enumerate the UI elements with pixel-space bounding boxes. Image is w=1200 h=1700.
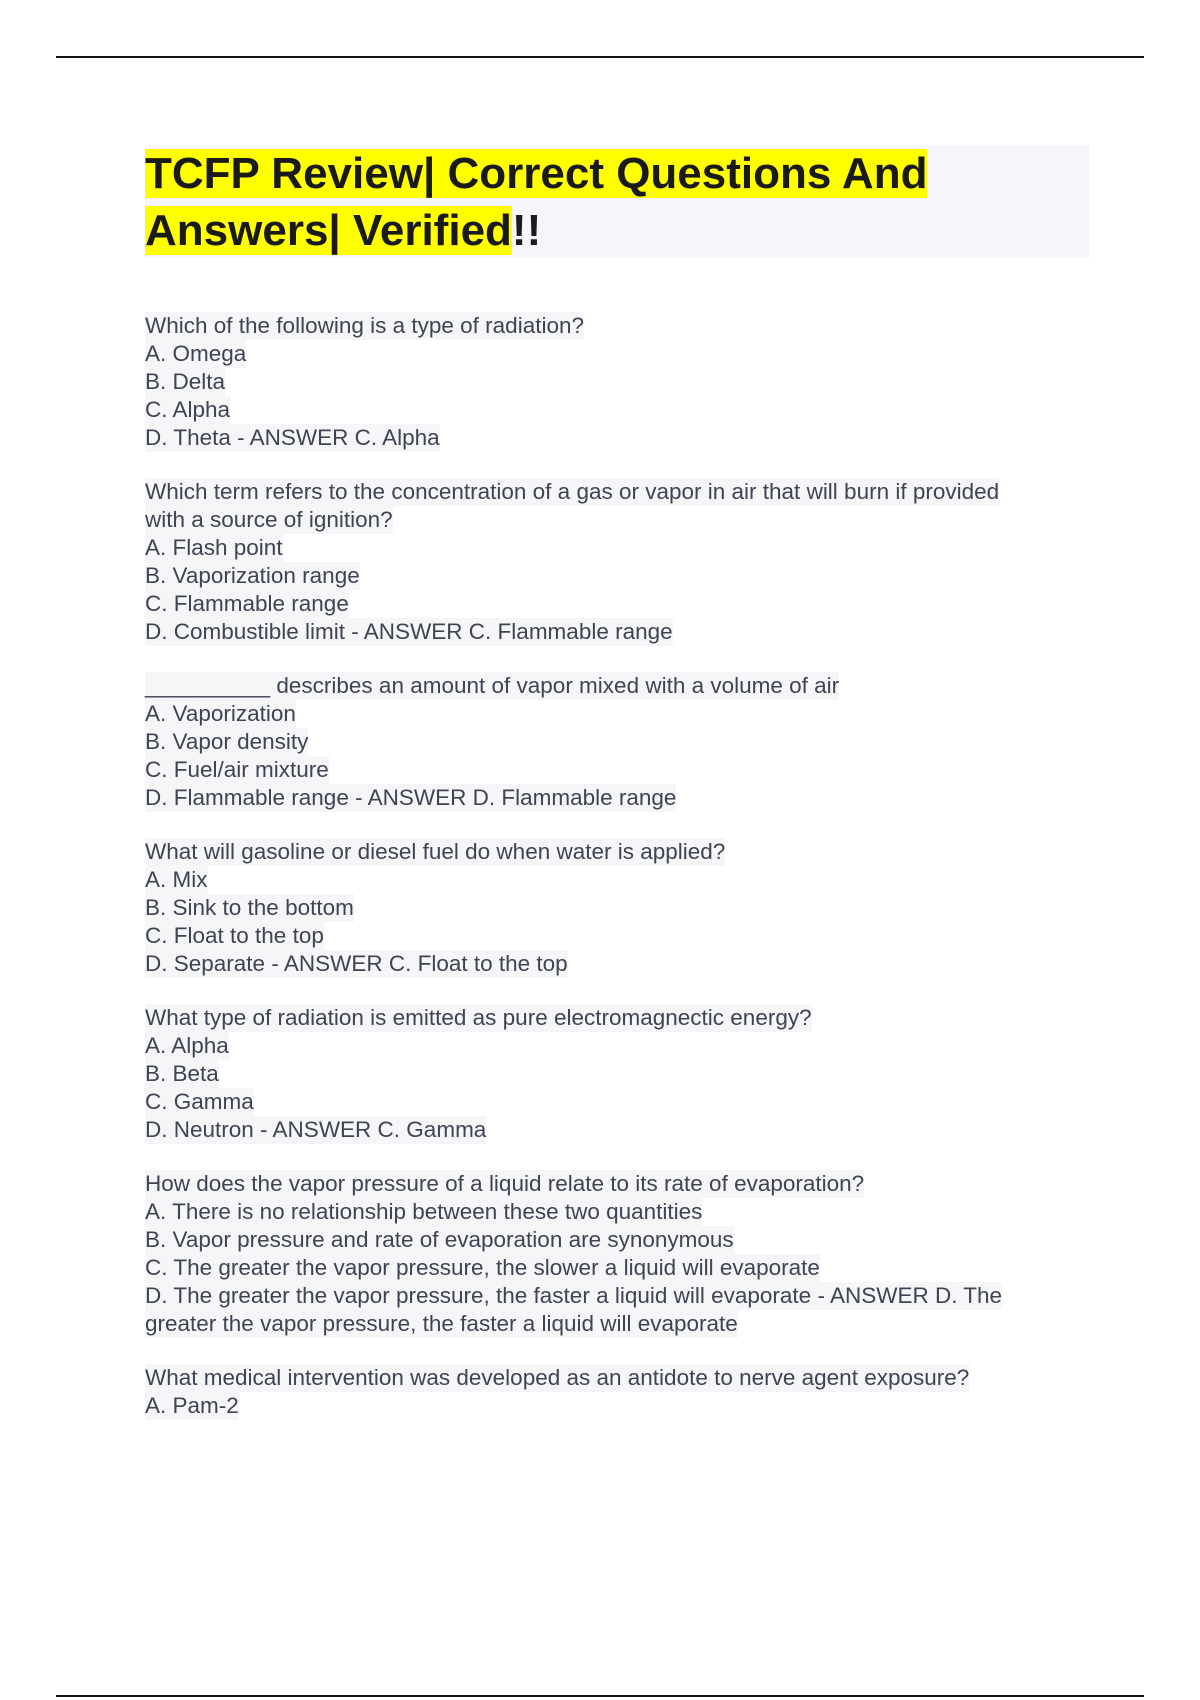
document-title	[145, 145, 1089, 259]
question-block	[145, 312, 1089, 452]
question-line: with a source of ignition?	[145, 507, 393, 532]
question-text: Which term refers to the concentration of a gas or vapor in air that will burn if provided	[145, 479, 1000, 504]
question-line: A. Vaporization	[145, 701, 296, 726]
question-line: D. Flammable range - ANSWER D. Flammable range	[145, 785, 677, 810]
title-block	[145, 145, 1089, 257]
bottom-rule	[56, 1695, 1144, 1697]
question-list	[145, 312, 1089, 1446]
question-block	[145, 838, 1089, 978]
question-line: A. Mix	[145, 867, 208, 892]
title-highlight: TCFP Review| Correct Questions And Answers| Verified	[145, 149, 928, 255]
question-line: A. Alpha	[145, 1033, 229, 1058]
question-block	[145, 1364, 1089, 1420]
question-line: B. Vaporization range	[145, 563, 360, 588]
question-text: What medical intervention was developed as an antidote to nerve agent exposure?	[145, 1365, 970, 1390]
question-line: D. Combustible limit - ANSWER C. Flammable range	[145, 619, 673, 644]
question-line: B. Beta	[145, 1061, 219, 1086]
question-line: A. Pam-2	[145, 1393, 239, 1418]
question-text: __________ describes an amount of vapor mixed with a volume of air	[145, 673, 840, 698]
question-line: C. Alpha	[145, 397, 231, 422]
question-line: C. Fuel/air mixture	[145, 757, 329, 782]
question-line: D. Separate - ANSWER C. Float to the top	[145, 951, 568, 976]
question-block	[145, 672, 1089, 812]
question-line: D. Theta - ANSWER C. Alpha	[145, 425, 440, 450]
question-line: A. Omega	[145, 341, 247, 366]
question-line: A. There is no relationship between these two quantities	[145, 1199, 703, 1224]
question-line: greater the vapor pressure, the faster a liquid will evaporate	[145, 1311, 738, 1336]
question-line: C. Float to the top	[145, 923, 324, 948]
top-rule	[56, 56, 1144, 58]
question-line: D. The greater the vapor pressure, the faster a liquid will evaporate - ANSWER D. The	[145, 1283, 1003, 1308]
question-text: What will gasoline or diesel fuel do when water is applied?	[145, 839, 726, 864]
question-line: A. Flash point	[145, 535, 283, 560]
question-line: D. Neutron - ANSWER C. Gamma	[145, 1117, 487, 1142]
question-text: What type of radiation is emitted as pure electromagnectic energy?	[145, 1005, 812, 1030]
question-text: Which of the following is a type of radiation?	[145, 313, 584, 338]
title-suffix: !!	[511, 206, 542, 255]
question-line: B. Delta	[145, 369, 226, 394]
question-line: C. The greater the vapor pressure, the slower a liquid will evaporate	[145, 1255, 820, 1280]
question-block	[145, 1170, 1089, 1338]
question-line: B. Vapor pressure and rate of evaporation are synonymous	[145, 1227, 734, 1252]
question-line: B. Sink to the bottom	[145, 895, 354, 920]
question-text: How does the vapor pressure of a liquid relate to its rate of evaporation?	[145, 1171, 865, 1196]
question-line: B. Vapor density	[145, 729, 309, 754]
question-line: C. Flammable range	[145, 591, 349, 616]
question-block	[145, 478, 1089, 646]
question-block	[145, 1004, 1089, 1144]
question-line: C. Gamma	[145, 1089, 254, 1114]
